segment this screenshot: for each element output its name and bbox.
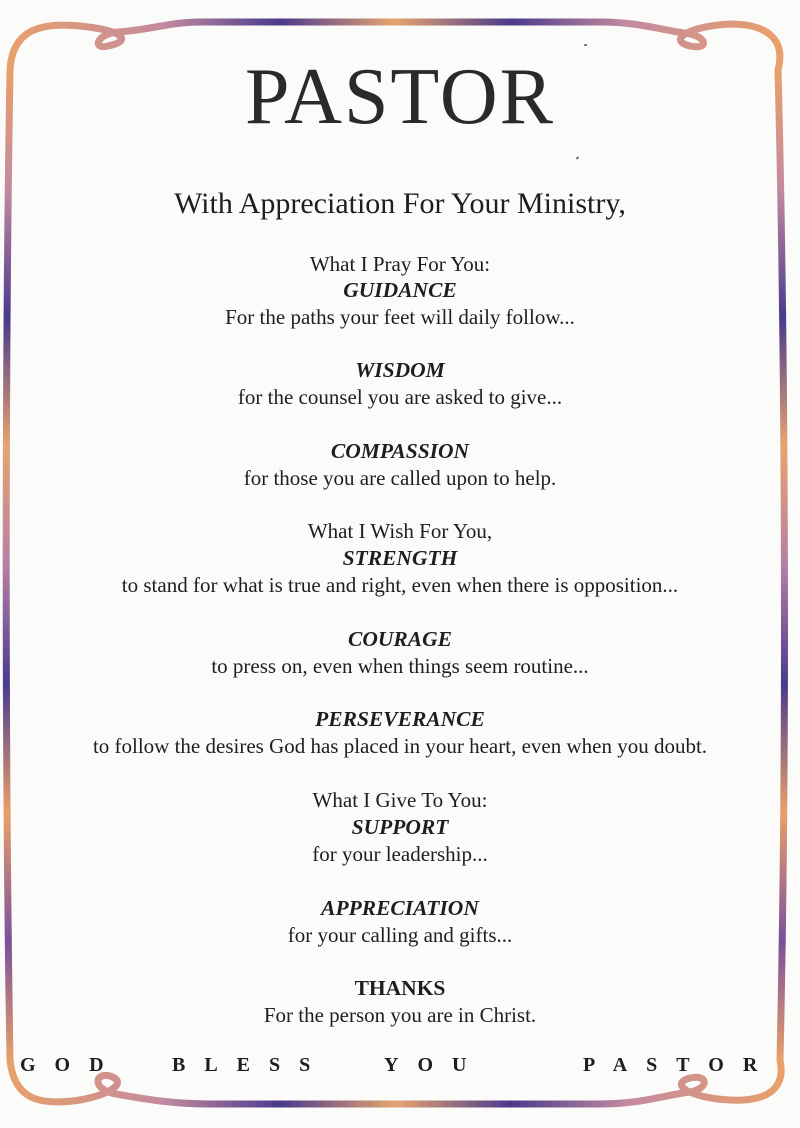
footer-word: PASTOR bbox=[583, 1054, 777, 1076]
section-text: For the paths your feet will daily follow... bbox=[225, 305, 575, 329]
section-text: for your calling and gifts... bbox=[287, 923, 513, 947]
page-title: PASTOR bbox=[245, 53, 555, 141]
section-text: for those you are called upon to help. bbox=[243, 466, 557, 490]
section-heading: COMPASSION bbox=[330, 439, 470, 463]
section-text: For the person you are in Christ. bbox=[263, 1003, 537, 1027]
footer-word: GOD bbox=[20, 1054, 123, 1076]
section-intro: What I Pray For You: bbox=[309, 252, 491, 276]
section-intro: What I Give To You: bbox=[312, 788, 488, 812]
section-heading: APPRECIATION bbox=[321, 896, 479, 920]
section-heading: STRENGTH bbox=[342, 546, 458, 570]
section-text: for your leadership... bbox=[312, 842, 488, 866]
footer-word: BLESS bbox=[172, 1054, 330, 1076]
section-text: to stand for what is true and right, even when there is opposition... bbox=[121, 573, 679, 597]
footer-blessing bbox=[0, 1054, 800, 1084]
section-text: for the counsel you are asked to give... bbox=[237, 385, 563, 409]
section-heading: COURAGE bbox=[348, 627, 452, 651]
section-intro: What I Wish For You, bbox=[307, 519, 493, 543]
section-heading: THANKS bbox=[354, 976, 446, 1000]
section-heading: SUPPORT bbox=[351, 815, 449, 839]
footer-word: YOU bbox=[384, 1054, 486, 1076]
section-text: to press on, even when things seem routine... bbox=[211, 654, 589, 678]
section-heading: WISDOM bbox=[355, 358, 445, 382]
dedication-line: With Appreciation For Your Ministry, bbox=[174, 187, 626, 220]
section-heading: PERSEVERANCE bbox=[315, 707, 485, 731]
section-text: to follow the desires God has placed in your heart, even when you doubt. bbox=[92, 734, 708, 758]
section-heading: GUIDANCE bbox=[343, 278, 457, 302]
